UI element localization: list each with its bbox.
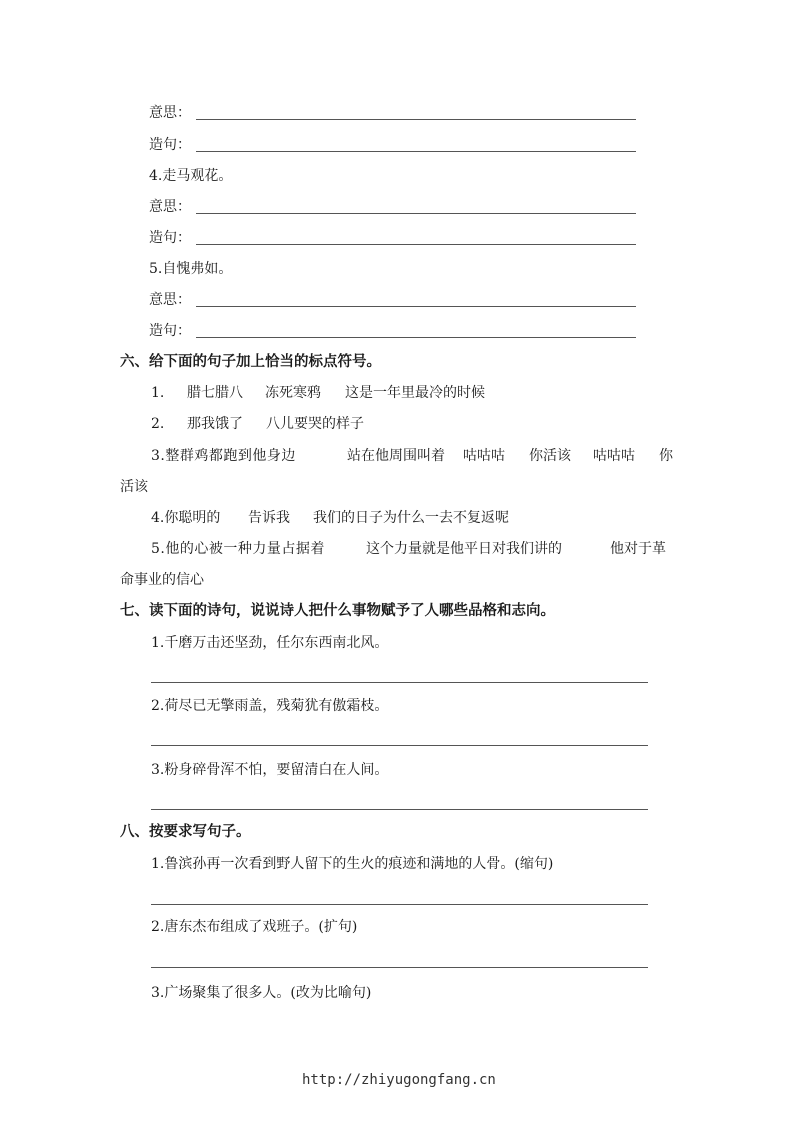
answer-line[interactable] xyxy=(196,119,636,120)
s6-item-3-continued: 活该 xyxy=(120,479,148,495)
s6-item-3-part: 咕咕咕 xyxy=(593,448,635,464)
meaning-label: 意思： xyxy=(149,199,191,215)
answer-line[interactable] xyxy=(196,337,636,338)
sentence-label: 造句： xyxy=(149,137,191,153)
s6-item-4-part: 告诉我 xyxy=(248,510,290,526)
s6-item-5-part: 5.他的心被一种力量占据着 xyxy=(151,541,325,557)
poem-line-3: 3.粉身碎骨浑不怕，要留清白在人间。 xyxy=(151,762,389,778)
answer-line[interactable] xyxy=(196,151,636,152)
footer-url: http://zhiyugongfang.cn xyxy=(302,1072,496,1088)
section-6-heading: 六、给下面的句子加上恰当的标点符号。 xyxy=(120,354,381,370)
s6-item-5-part: 这个力量就是他平日对我们讲的 xyxy=(366,541,562,557)
sentence-label: 造句： xyxy=(149,230,191,246)
s6-item-2-part: 八儿要哭的样子 xyxy=(266,416,364,432)
answer-line[interactable] xyxy=(196,213,636,214)
s6-item-5-part: 他对于革 xyxy=(610,541,666,557)
s6-item-3-part: 咕咕咕 xyxy=(463,448,505,464)
s6-item-2-part: 那我饿了 xyxy=(187,416,243,432)
answer-line[interactable] xyxy=(151,745,648,746)
poem-line-2: 2.荷尽已无擎雨盖，残菊犹有傲霜枝。 xyxy=(151,698,389,714)
answer-line[interactable] xyxy=(151,904,648,905)
s6-item-1-number: 1. xyxy=(151,385,165,401)
section-7-heading: 七、读下面的诗句，说说诗人把什么事物赋予了人哪些品格和志向。 xyxy=(120,603,555,619)
rewrite-question-3: 3.广场聚集了很多人。(改为比喻句) xyxy=(151,985,372,1001)
poem-line-1: 1.千磨万击还坚劲，任尔东西南北风。 xyxy=(151,635,389,651)
answer-line[interactable] xyxy=(196,244,636,245)
s6-item-3-part: 你活该 xyxy=(529,448,571,464)
rewrite-question-1: 1.鲁滨孙再一次看到野人留下的生火的痕迹和满地的人骨。(缩句) xyxy=(151,856,554,872)
sentence-label: 造句： xyxy=(149,323,191,339)
answer-line[interactable] xyxy=(151,682,648,683)
s6-item-4-part: 4.你聪明的 xyxy=(151,510,221,526)
meaning-label: 意思： xyxy=(149,292,191,308)
answer-line[interactable] xyxy=(196,306,636,307)
s6-item-1-part: 这是一年里最冷的时候 xyxy=(345,385,485,401)
s6-item-1-part: 腊七腊八 xyxy=(187,385,243,401)
idiom-item-4: 4.走马观花。 xyxy=(149,168,233,184)
answer-line[interactable] xyxy=(151,809,648,810)
s6-item-3-part: 3.整群鸡都跑到他身边 xyxy=(151,448,296,464)
idiom-item-5: 5.自愧弗如。 xyxy=(149,261,233,277)
section-8-heading: 八、按要求写句子。 xyxy=(120,824,251,840)
s6-item-3-part: 站在他周围叫着 xyxy=(347,448,445,464)
answer-line[interactable] xyxy=(151,967,648,968)
s6-item-5-continued: 命事业的信心 xyxy=(120,572,204,588)
rewrite-question-2: 2.唐东杰布组成了戏班子。(扩句) xyxy=(151,919,358,935)
s6-item-4-part: 我们的日子为什么一去不复返呢 xyxy=(313,510,509,526)
s6-item-2-number: 2. xyxy=(151,416,165,432)
s6-item-3-part: 你 xyxy=(659,448,673,464)
s6-item-1-part: 冻死寒鸦 xyxy=(265,385,321,401)
meaning-label: 意思： xyxy=(149,105,191,121)
